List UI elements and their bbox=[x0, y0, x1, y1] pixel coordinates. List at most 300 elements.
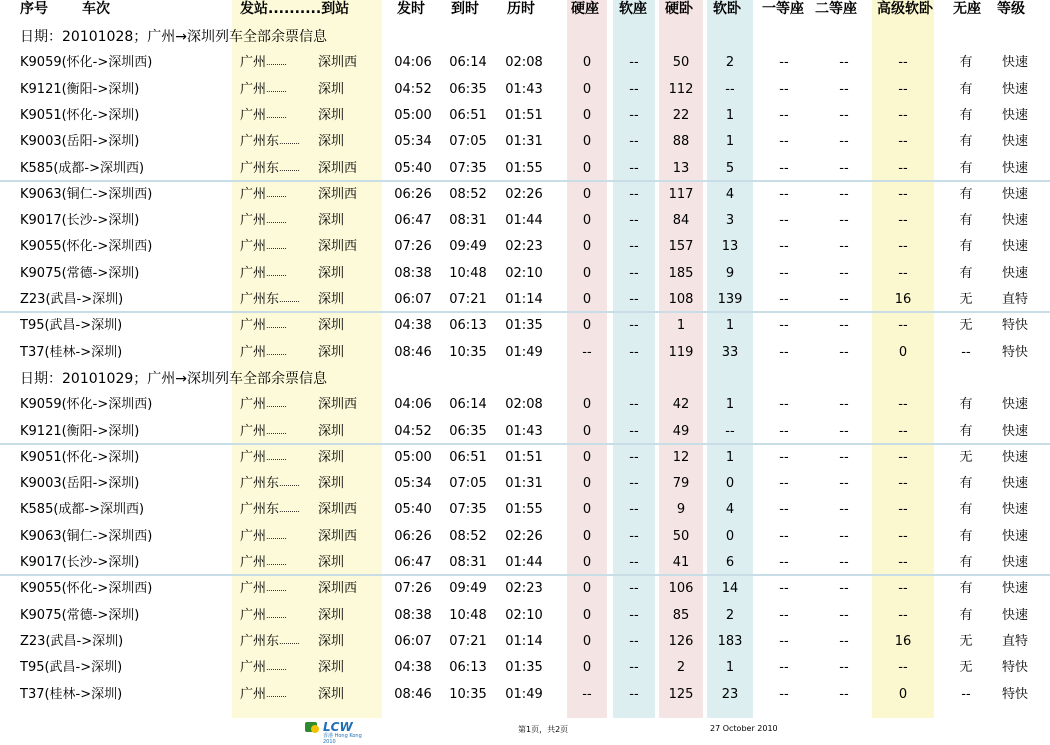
from-station: 广州 bbox=[240, 239, 267, 255]
depart-time: 05:00 bbox=[394, 107, 432, 123]
train-grade: 快速 bbox=[1001, 265, 1028, 281]
train-grade: 快速 bbox=[1001, 107, 1028, 123]
second-class-count: -- bbox=[839, 265, 849, 281]
hard-seat-count: 0 bbox=[582, 265, 592, 281]
header-second-class: 二等座 bbox=[815, 1, 857, 17]
station-dots: .......... bbox=[266, 58, 287, 68]
first-class-count: -- bbox=[779, 292, 789, 307]
standing-status: 无 bbox=[959, 449, 973, 465]
first-class-count: -- bbox=[779, 239, 789, 255]
duration: 02:08 bbox=[505, 55, 543, 71]
hard-sleeper-count: 1 bbox=[676, 318, 686, 334]
deluxe-sleeper-count: -- bbox=[898, 239, 908, 255]
to-station: 深圳西 bbox=[318, 502, 358, 518]
depart-time: 06:26 bbox=[394, 186, 432, 202]
depart-time: 07:26 bbox=[394, 239, 432, 255]
to-station: 深圳西 bbox=[318, 397, 358, 413]
station-dots: .......... bbox=[279, 137, 300, 147]
soft-sleeper-count: 1 bbox=[725, 660, 735, 676]
soft-sleeper-count: 3 bbox=[725, 213, 735, 229]
soft-sleeper-count: 13 bbox=[721, 239, 739, 255]
duration: 02:26 bbox=[505, 528, 543, 544]
hard-sleeper-count: 41 bbox=[672, 555, 690, 570]
duration: 01:44 bbox=[505, 213, 543, 229]
table-row[interactable] bbox=[0, 682, 1050, 708]
first-class-count: -- bbox=[779, 107, 789, 123]
soft-seat-count: -- bbox=[629, 528, 639, 544]
from-station: 广州 bbox=[240, 318, 267, 334]
logo-subtext: 香港 Hong Kong 2010 bbox=[323, 733, 362, 745]
table-row[interactable] bbox=[0, 234, 1050, 260]
deluxe-sleeper-count: -- bbox=[898, 449, 908, 465]
table-row[interactable] bbox=[0, 471, 1050, 497]
from-station: 广州 bbox=[240, 686, 267, 702]
standing-status: 有 bbox=[959, 265, 973, 281]
soft-sleeper-count: 1 bbox=[725, 449, 735, 465]
hard-sleeper-count: 84 bbox=[672, 213, 690, 229]
soft-seat-count: -- bbox=[629, 81, 639, 97]
second-class-count: -- bbox=[839, 134, 849, 150]
station-dots: .......... bbox=[266, 426, 287, 436]
soft-sleeper-count: 0 bbox=[725, 528, 735, 544]
second-class-count: -- bbox=[839, 186, 849, 202]
depart-time: 05:34 bbox=[394, 476, 432, 492]
train-name: K9121(衡阳->深圳) bbox=[20, 81, 140, 97]
to-station: 深圳 bbox=[318, 107, 345, 123]
train-name: Z23(武昌->深圳) bbox=[20, 633, 124, 649]
deluxe-sleeper-count: -- bbox=[898, 502, 908, 518]
train-name: K9003(岳阳->深圳) bbox=[20, 134, 140, 150]
to-station: 深圳西 bbox=[318, 186, 358, 202]
first-class-count: -- bbox=[779, 607, 789, 623]
to-station: 深圳 bbox=[318, 449, 345, 465]
to-station: 深圳西 bbox=[318, 160, 358, 176]
station-dots: .......... bbox=[266, 84, 287, 94]
hard-sleeper-count: 42 bbox=[672, 397, 690, 413]
arrive-time: 06:13 bbox=[449, 318, 487, 334]
from-station: 广州东 bbox=[240, 476, 280, 492]
to-station: 深圳 bbox=[318, 660, 345, 676]
deluxe-sleeper-count: -- bbox=[898, 476, 908, 492]
table-row[interactable] bbox=[0, 313, 1050, 339]
hard-seat-count: 0 bbox=[582, 660, 592, 676]
hard-sleeper-count: 2 bbox=[676, 660, 686, 676]
arrive-time: 08:31 bbox=[449, 555, 487, 570]
table-row[interactable] bbox=[0, 340, 1050, 366]
station-dots: .......... bbox=[266, 610, 287, 620]
from-station: 广州 bbox=[240, 107, 267, 123]
train-grade: 快速 bbox=[1001, 81, 1028, 97]
depart-time: 06:07 bbox=[394, 292, 432, 307]
depart-time: 04:06 bbox=[394, 55, 432, 71]
table-row[interactable] bbox=[0, 524, 1050, 550]
station-dots: .......... bbox=[266, 321, 287, 331]
arrive-time: 06:51 bbox=[449, 107, 487, 123]
page-number: 第1页，共2页 bbox=[518, 725, 569, 734]
table-row[interactable] bbox=[0, 497, 1050, 523]
arrive-time: 07:35 bbox=[449, 502, 487, 518]
station-dots: .......... bbox=[266, 452, 287, 462]
hard-seat-count: -- bbox=[582, 686, 592, 702]
hard-seat-count: -- bbox=[582, 344, 592, 360]
logo-dot-icon bbox=[311, 725, 319, 733]
hard-seat-count: 0 bbox=[582, 397, 592, 413]
duration: 01:14 bbox=[505, 292, 543, 307]
header-hard-seat: 硬座 bbox=[571, 1, 599, 17]
soft-sleeper-count: 2 bbox=[725, 55, 735, 71]
from-station: 广州东 bbox=[240, 633, 280, 649]
arrive-time: 10:35 bbox=[449, 686, 487, 702]
from-station: 广州 bbox=[240, 265, 267, 281]
soft-seat-count: -- bbox=[629, 686, 639, 702]
depart-time: 04:52 bbox=[394, 423, 432, 439]
depart-time: 08:46 bbox=[394, 686, 432, 702]
train-grade: 快速 bbox=[1001, 186, 1028, 202]
from-station: 广州 bbox=[240, 423, 267, 439]
train-grade: 特快 bbox=[1001, 660, 1028, 676]
table-row[interactable] bbox=[0, 603, 1050, 629]
hard-sleeper-count: 9 bbox=[676, 502, 686, 518]
standing-status: 有 bbox=[959, 186, 973, 202]
train-name: K9059(怀化->深圳西) bbox=[20, 397, 153, 413]
hard-sleeper-count: 85 bbox=[672, 607, 690, 623]
to-station: 深圳 bbox=[318, 318, 345, 334]
from-station: 广州东 bbox=[240, 502, 280, 518]
soft-seat-count: -- bbox=[629, 397, 639, 413]
station-dots: .......... bbox=[266, 531, 287, 541]
train-grade: 特快 bbox=[1001, 318, 1028, 334]
header-standing: 无座 bbox=[953, 1, 981, 17]
first-class-count: -- bbox=[779, 686, 789, 702]
depart-time: 06:47 bbox=[394, 555, 432, 570]
hard-sleeper-count: 126 bbox=[668, 633, 694, 649]
train-grade: 快速 bbox=[1001, 160, 1028, 176]
train-name: K9121(衡阳->深圳) bbox=[20, 423, 140, 439]
hard-seat-count: 0 bbox=[582, 55, 592, 71]
soft-sleeper-count: 1 bbox=[725, 134, 735, 150]
print-date: 27 October 2010 bbox=[710, 724, 778, 733]
arrive-time: 07:21 bbox=[449, 633, 487, 649]
from-station: 广州东 bbox=[240, 292, 280, 307]
first-class-count: -- bbox=[779, 633, 789, 649]
hard-seat-count: 0 bbox=[582, 633, 592, 649]
duration: 01:43 bbox=[505, 81, 543, 97]
depart-time: 08:38 bbox=[394, 265, 432, 281]
deluxe-sleeper-count: -- bbox=[898, 555, 908, 570]
soft-sleeper-count: 4 bbox=[725, 502, 735, 518]
table-row[interactable] bbox=[0, 182, 1050, 208]
train-name: K9063(铜仁->深圳西) bbox=[20, 528, 153, 544]
hard-seat-count: 0 bbox=[582, 186, 592, 202]
standing-status: 无 bbox=[959, 292, 973, 307]
table-row[interactable] bbox=[0, 392, 1050, 418]
hard-seat-count: 0 bbox=[582, 449, 592, 465]
soft-sleeper-count: 183 bbox=[717, 633, 743, 649]
page-footer bbox=[0, 718, 1050, 745]
standing-status: 有 bbox=[959, 107, 973, 123]
table-row[interactable] bbox=[0, 576, 1050, 602]
table-row[interactable] bbox=[0, 550, 1050, 576]
to-station: 深圳 bbox=[318, 344, 345, 360]
deluxe-sleeper-count: 0 bbox=[898, 344, 908, 360]
from-station: 广州 bbox=[240, 344, 267, 360]
table-row[interactable] bbox=[0, 156, 1050, 182]
to-station: 深圳 bbox=[318, 633, 345, 649]
table-row[interactable] bbox=[0, 261, 1050, 287]
hard-seat-count: 0 bbox=[582, 476, 592, 492]
standing-status: -- bbox=[961, 344, 971, 360]
soft-sleeper-count: 1 bbox=[725, 397, 735, 413]
depart-time: 05:34 bbox=[394, 134, 432, 150]
soft-seat-count: -- bbox=[629, 265, 639, 281]
first-class-count: -- bbox=[779, 160, 789, 176]
station-dots: .......... bbox=[266, 347, 287, 357]
soft-sleeper-count: 139 bbox=[717, 292, 743, 307]
second-class-count: -- bbox=[839, 239, 849, 255]
table-row[interactable] bbox=[0, 129, 1050, 155]
station-dots: .......... bbox=[279, 636, 300, 646]
from-station: 广州 bbox=[240, 607, 267, 623]
hard-seat-count: 0 bbox=[582, 528, 592, 544]
deluxe-sleeper-count: -- bbox=[898, 186, 908, 202]
second-class-count: -- bbox=[839, 81, 849, 97]
header-first-class: 一等座 bbox=[762, 1, 804, 17]
table-row[interactable] bbox=[0, 50, 1050, 76]
deluxe-sleeper-count: -- bbox=[898, 213, 908, 229]
standing-status: 有 bbox=[959, 581, 973, 597]
soft-seat-count: -- bbox=[629, 660, 639, 676]
hard-sleeper-count: 106 bbox=[668, 581, 694, 597]
station-dots: .......... bbox=[266, 242, 287, 252]
soft-seat-count: -- bbox=[629, 55, 639, 71]
duration: 01:51 bbox=[505, 107, 543, 123]
standing-status: 有 bbox=[959, 160, 973, 176]
first-class-count: -- bbox=[779, 660, 789, 676]
duration: 01:55 bbox=[505, 160, 543, 176]
second-class-count: -- bbox=[839, 607, 849, 623]
header-from: 发站..........到站 bbox=[240, 1, 350, 17]
table-row[interactable] bbox=[0, 208, 1050, 234]
soft-sleeper-count: 1 bbox=[725, 318, 735, 334]
depart-time: 07:26 bbox=[394, 581, 432, 597]
soft-sleeper-count: 33 bbox=[721, 344, 739, 360]
station-dots: .......... bbox=[279, 163, 300, 173]
station-dots: .......... bbox=[266, 268, 287, 278]
standing-status: 有 bbox=[959, 607, 973, 623]
station-dots: .......... bbox=[279, 295, 300, 304]
header-seq: 序号 bbox=[20, 1, 48, 17]
deluxe-sleeper-count: -- bbox=[898, 81, 908, 97]
soft-sleeper-count: 6 bbox=[725, 555, 735, 570]
duration: 02:23 bbox=[505, 581, 543, 597]
standing-status: 有 bbox=[959, 555, 973, 570]
lcw-logo bbox=[305, 720, 375, 745]
deluxe-sleeper-count: -- bbox=[898, 318, 908, 334]
table-row[interactable] bbox=[0, 419, 1050, 445]
from-station: 广州 bbox=[240, 528, 267, 544]
train-grade: 快速 bbox=[1001, 213, 1028, 229]
train-name: K9051(怀化->深圳) bbox=[20, 449, 140, 465]
station-dots: .......... bbox=[279, 479, 300, 489]
soft-sleeper-count: -- bbox=[725, 423, 735, 439]
first-class-count: -- bbox=[779, 581, 789, 597]
arrive-time: 06:14 bbox=[449, 55, 487, 71]
train-name: K9017(长沙->深圳) bbox=[20, 555, 140, 570]
duration: 01:43 bbox=[505, 423, 543, 439]
depart-time: 05:40 bbox=[394, 160, 432, 176]
first-class-count: -- bbox=[779, 213, 789, 229]
hard-seat-count: 0 bbox=[582, 213, 592, 229]
soft-sleeper-count: 23 bbox=[721, 686, 739, 702]
from-station: 广州 bbox=[240, 660, 267, 676]
arrive-time: 10:35 bbox=[449, 344, 487, 360]
deluxe-sleeper-count: -- bbox=[898, 55, 908, 71]
train-name: K9003(岳阳->深圳) bbox=[20, 476, 140, 492]
train-grade: 特快 bbox=[1001, 344, 1028, 360]
train-name: K9017(长沙->深圳) bbox=[20, 213, 140, 229]
depart-time: 06:26 bbox=[394, 528, 432, 544]
standing-status: 有 bbox=[959, 528, 973, 544]
duration: 02:10 bbox=[505, 265, 543, 281]
soft-sleeper-count: 14 bbox=[721, 581, 739, 597]
duration: 01:49 bbox=[505, 344, 543, 360]
header-hard-sleeper: 硬卧 bbox=[665, 1, 693, 17]
train-grade: 快速 bbox=[1001, 528, 1028, 544]
table-row[interactable] bbox=[0, 287, 1050, 313]
to-station: 深圳西 bbox=[318, 239, 358, 255]
table-row[interactable] bbox=[0, 629, 1050, 655]
hard-sleeper-count: 119 bbox=[668, 344, 694, 360]
hard-sleeper-count: 50 bbox=[672, 528, 690, 544]
deluxe-sleeper-count: 16 bbox=[894, 292, 912, 307]
second-class-count: -- bbox=[839, 449, 849, 465]
deluxe-sleeper-count: -- bbox=[898, 160, 908, 176]
soft-seat-count: -- bbox=[629, 292, 639, 307]
first-class-count: -- bbox=[779, 134, 789, 150]
second-class-count: -- bbox=[839, 292, 849, 307]
from-station: 广州 bbox=[240, 555, 267, 570]
arrive-time: 09:49 bbox=[449, 239, 487, 255]
hard-seat-count: 0 bbox=[582, 292, 592, 307]
deluxe-sleeper-count: -- bbox=[898, 265, 908, 281]
hard-sleeper-count: 13 bbox=[672, 160, 690, 176]
second-class-count: -- bbox=[839, 502, 849, 518]
second-class-count: -- bbox=[839, 686, 849, 702]
hard-sleeper-count: 125 bbox=[668, 686, 694, 702]
train-grade: 快速 bbox=[1001, 476, 1028, 492]
soft-seat-count: -- bbox=[629, 607, 639, 623]
station-dots: .......... bbox=[266, 110, 287, 120]
table-row[interactable] bbox=[0, 77, 1050, 103]
standing-status: 无 bbox=[959, 660, 973, 676]
duration: 02:10 bbox=[505, 607, 543, 623]
from-station: 广州 bbox=[240, 81, 267, 97]
second-class-count: -- bbox=[839, 107, 849, 123]
duration: 01:35 bbox=[505, 318, 543, 334]
standing-status: -- bbox=[961, 686, 971, 702]
hard-seat-count: 0 bbox=[582, 160, 592, 176]
soft-seat-count: -- bbox=[629, 633, 639, 649]
second-class-count: -- bbox=[839, 660, 849, 676]
from-station: 广州东 bbox=[240, 160, 280, 176]
duration: 01:55 bbox=[505, 502, 543, 518]
soft-sleeper-count: 9 bbox=[725, 265, 735, 281]
soft-seat-count: -- bbox=[629, 581, 639, 597]
train-grade: 快速 bbox=[1001, 55, 1028, 71]
header-train: 车次 bbox=[82, 1, 110, 17]
train-grade: 快速 bbox=[1001, 555, 1028, 570]
header-soft-seat: 软座 bbox=[619, 1, 647, 17]
to-station: 深圳西 bbox=[318, 581, 358, 597]
from-station: 广州 bbox=[240, 397, 267, 413]
train-name: K9059(怀化->深圳西) bbox=[20, 55, 153, 71]
deluxe-sleeper-count: -- bbox=[898, 107, 908, 123]
depart-time: 06:47 bbox=[394, 213, 432, 229]
soft-seat-count: -- bbox=[629, 213, 639, 229]
second-class-count: -- bbox=[839, 581, 849, 597]
table-row[interactable] bbox=[0, 655, 1050, 681]
duration: 01:49 bbox=[505, 686, 543, 702]
hard-seat-count: 0 bbox=[582, 502, 592, 518]
second-class-count: -- bbox=[839, 528, 849, 544]
duration: 01:35 bbox=[505, 660, 543, 676]
second-class-count: -- bbox=[839, 55, 849, 71]
header-deluxe-sleeper: 高级软卧 bbox=[877, 1, 933, 17]
duration: 02:23 bbox=[505, 239, 543, 255]
table-row[interactable] bbox=[0, 103, 1050, 129]
standing-status: 有 bbox=[959, 476, 973, 492]
station-dots: .......... bbox=[266, 584, 287, 594]
train-name: T95(武昌->深圳) bbox=[20, 660, 123, 676]
station-dots: .......... bbox=[266, 558, 287, 567]
soft-sleeper-count: 2 bbox=[725, 607, 735, 623]
first-class-count: -- bbox=[779, 344, 789, 360]
arrive-time: 06:35 bbox=[449, 81, 487, 97]
standing-status: 无 bbox=[959, 633, 973, 649]
station-dots: .......... bbox=[266, 189, 287, 199]
header-depart: 发时 bbox=[397, 1, 425, 17]
soft-seat-count: -- bbox=[629, 318, 639, 334]
train-name: K9051(怀化->深圳) bbox=[20, 107, 140, 123]
train-name: K9075(常德->深圳) bbox=[20, 607, 140, 623]
arrive-time: 06:14 bbox=[449, 397, 487, 413]
to-station: 深圳 bbox=[318, 555, 345, 570]
arrive-time: 07:05 bbox=[449, 476, 487, 492]
soft-seat-count: -- bbox=[629, 107, 639, 123]
arrive-time: 10:48 bbox=[449, 265, 487, 281]
to-station: 深圳 bbox=[318, 607, 345, 623]
arrive-time: 07:05 bbox=[449, 134, 487, 150]
train-grade: 直特 bbox=[1001, 633, 1028, 649]
from-station: 广州 bbox=[240, 581, 267, 597]
hard-seat-count: 0 bbox=[582, 318, 592, 334]
train-name: Z23(武昌->深圳) bbox=[20, 292, 124, 307]
arrive-time: 06:35 bbox=[449, 423, 487, 439]
hard-seat-count: 0 bbox=[582, 239, 592, 255]
train-name: T37(桂林->深圳) bbox=[20, 344, 123, 360]
second-class-count: -- bbox=[839, 633, 849, 649]
second-class-count: -- bbox=[839, 160, 849, 176]
table-row[interactable] bbox=[0, 445, 1050, 471]
deluxe-sleeper-count: 0 bbox=[898, 686, 908, 702]
first-class-count: -- bbox=[779, 528, 789, 544]
to-station: 深圳 bbox=[318, 81, 345, 97]
train-name: T95(武昌->深圳) bbox=[20, 318, 123, 334]
soft-sleeper-count: 0 bbox=[725, 476, 735, 492]
duration: 01:31 bbox=[505, 134, 543, 150]
arrive-time: 07:35 bbox=[449, 160, 487, 176]
first-class-count: -- bbox=[779, 186, 789, 202]
